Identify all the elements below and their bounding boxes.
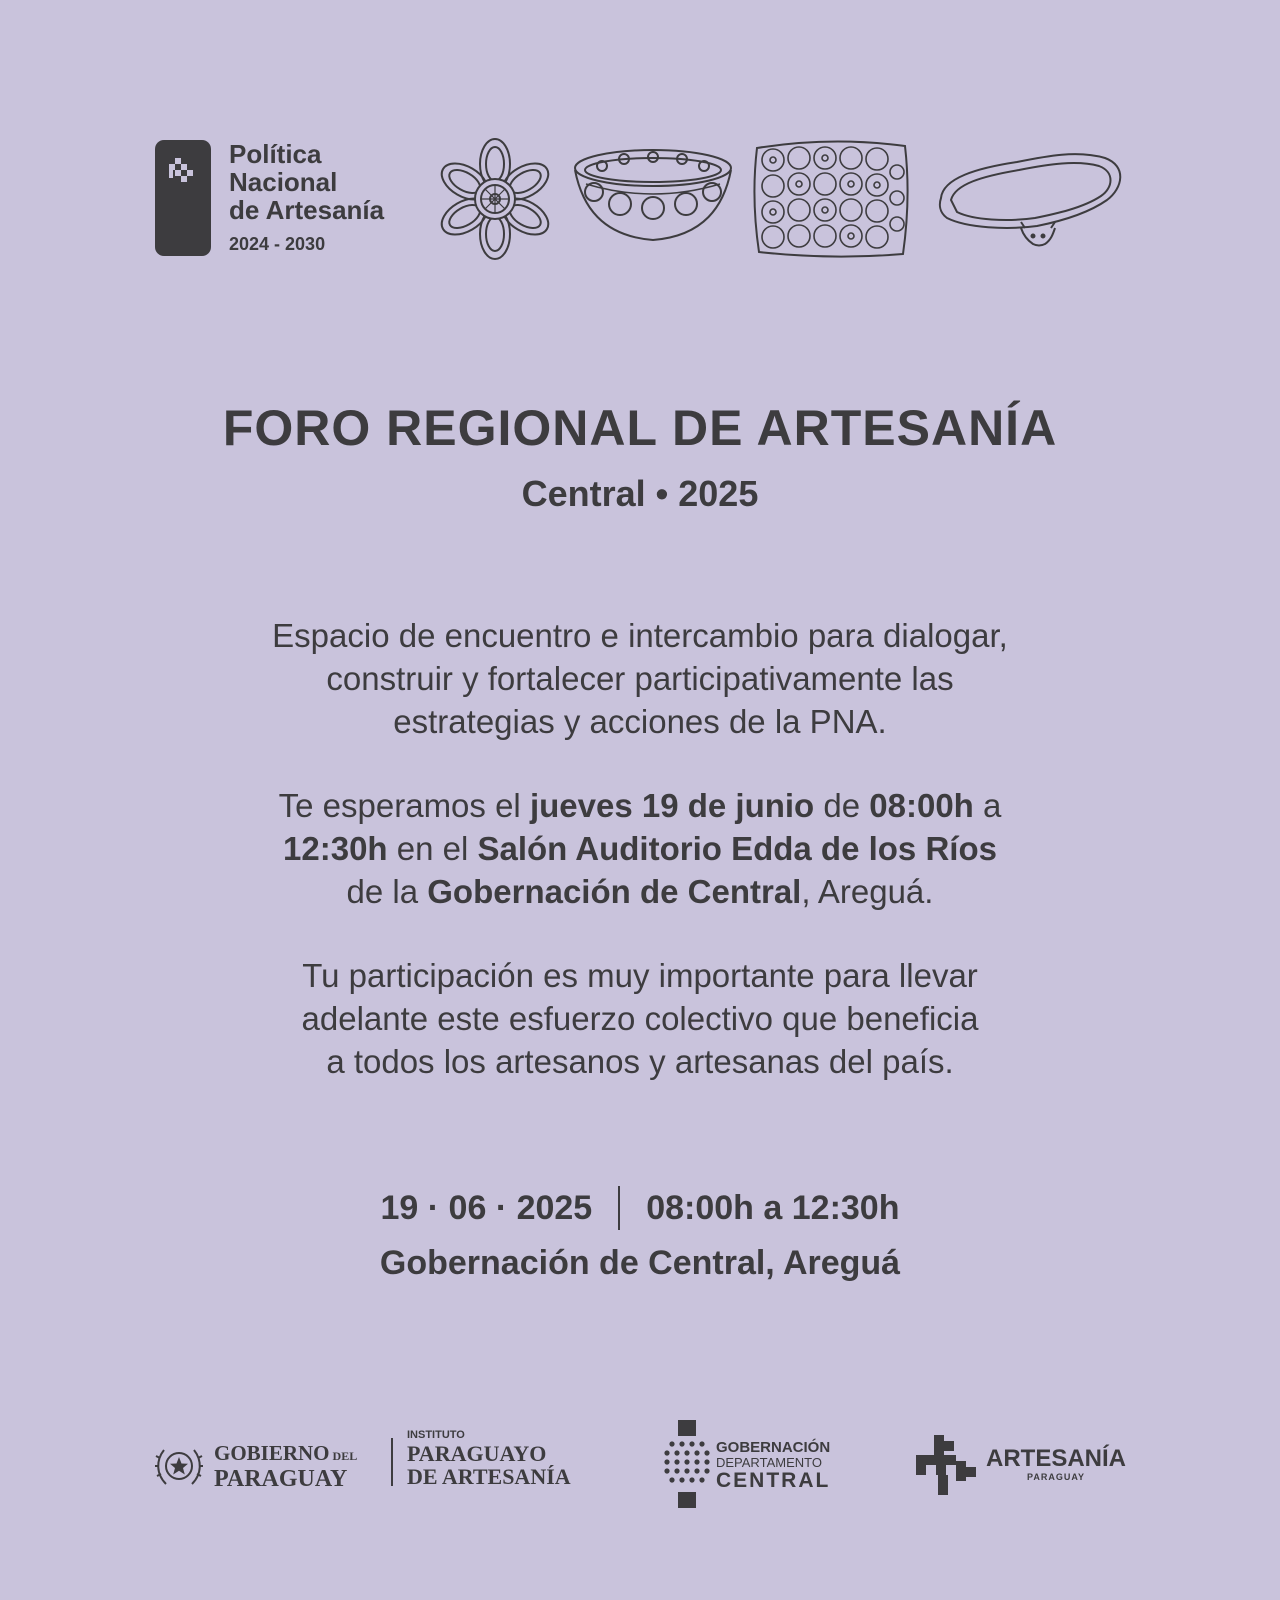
ceramic-bowl-icon — [572, 146, 734, 246]
pna-mark-icon — [155, 140, 211, 256]
invitation-line-1 — [0, 784, 1280, 827]
ipa-line-2: DE ARTESANÍA — [407, 1464, 571, 1489]
participation-paragraph — [0, 954, 1280, 1083]
description-paragraph — [0, 614, 1280, 743]
description-line: estrategias y acciones de la PNA. — [393, 703, 887, 740]
summary-time: 08:00h a 12:30h — [646, 1189, 900, 1227]
gov-line-2: PARAGUAY — [214, 1466, 348, 1492]
invitation-institution: Gobernación de Central — [427, 873, 802, 910]
invitation-start-time: 08:00h — [869, 787, 974, 824]
wooden-tray-icon — [937, 148, 1125, 252]
pna-years: 2024 - 2030 — [229, 234, 326, 254]
invitation-text: a — [973, 787, 1002, 824]
event-subtitle: Central • 2025 — [521, 473, 759, 514]
lace-flower-icon — [432, 138, 558, 260]
invitation-text: en el — [387, 830, 478, 867]
pna-logo-badge — [155, 140, 211, 256]
invitation-end-time: 12:30h — [283, 830, 388, 867]
event-title: FORO REGIONAL DE ARTESANÍA — [222, 400, 1058, 456]
nanduti-lace-panel-icon — [751, 138, 911, 258]
gob-central-line-3: CENTRAL — [716, 1469, 831, 1492]
summary-date-time — [0, 1186, 1280, 1230]
footer-logos — [0, 1420, 1280, 1510]
gob-central-line-1: GOBERNACIÓN — [716, 1439, 831, 1456]
description-line: Espacio de encuentro e intercambio para dialogar, — [272, 617, 1008, 654]
event-title-block — [0, 398, 1280, 516]
ipa-small: INSTITUTO — [407, 1429, 465, 1441]
gov-del: DEL — [332, 1449, 358, 1463]
summary-divider — [618, 1186, 620, 1230]
artesania-mark-icon — [916, 1435, 978, 1495]
invitation-venue: Salón Auditorio Edda de los Ríos — [477, 830, 997, 867]
invitation-paragraph — [0, 784, 1280, 913]
pna-line-3: de Artesanía — [229, 195, 385, 225]
header — [155, 138, 1130, 263]
summary-date: 19 · 06 · 2025 — [380, 1189, 593, 1227]
participation-line: a todos los artesanos y artesanas del país. — [326, 1043, 954, 1080]
footer-divider — [391, 1438, 393, 1486]
invitation-text: de — [814, 787, 870, 824]
participation-line: adelante este esfuerzo colectivo que beneficia — [301, 1000, 979, 1037]
event-summary — [0, 1186, 1280, 1284]
gov-line-1: GOBIERNO — [214, 1441, 330, 1465]
invitation-line-3 — [0, 870, 1280, 913]
ipa-line-1: PARAGUAYO — [407, 1441, 547, 1466]
ipa-logo — [407, 1428, 571, 1488]
participation-line: Tu participación es muy importante para llevar — [302, 957, 978, 994]
invitation-date: jueves 19 de junio — [529, 787, 815, 824]
invitation-text: Te esperamos el — [278, 787, 530, 824]
pna-line-2: Nacional — [229, 167, 338, 197]
invitation-line-2 — [0, 827, 1280, 870]
pna-logo-text — [229, 140, 384, 254]
pna-line-1: Política — [229, 139, 322, 169]
invitation-city: , Areguá. — [801, 873, 934, 910]
paraguay-seal-icon — [154, 1440, 204, 1490]
gov-paraguay-logo — [214, 1442, 357, 1491]
gob-central-logo — [716, 1440, 830, 1492]
description-line: construir y fortalecer participativamente las — [326, 660, 954, 697]
artesania-sub: PARAGUAY — [1027, 1472, 1086, 1482]
invitation-text: de la — [346, 873, 428, 910]
summary-place: Gobernación de Central, Areguá — [379, 1244, 901, 1282]
artesania-name: ARTESANÍA — [986, 1445, 1127, 1472]
central-stars-icon — [662, 1420, 712, 1508]
gob-central-line-2: DEPARTAMENTO — [716, 1455, 822, 1470]
artesania-logo — [986, 1446, 1126, 1483]
